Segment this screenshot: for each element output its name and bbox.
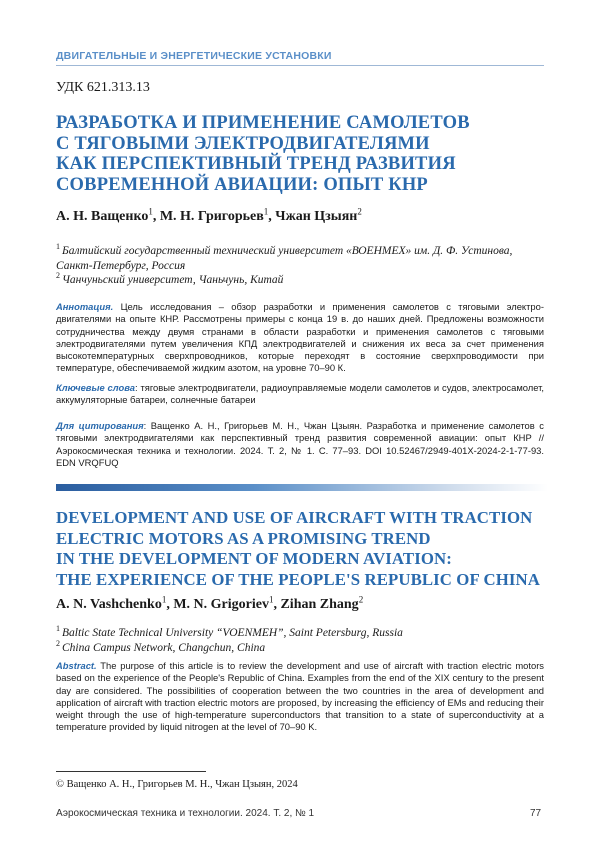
affiliation-number: 1: [56, 242, 60, 252]
author-name: A. N. Vashchenko: [56, 597, 162, 612]
affiliation-text: Балтийский государственный технический университет «ВОЕНМЕХ» им. Д. Ф. Устинова, Санкт-Петербург, Россия: [56, 245, 513, 272]
keywords-text: : тяговые электродвигатели, радиоуправляемые модели самолетов и судов, электросамолет, аккумуляторные батареи, солнечные батареи: [56, 382, 545, 406]
abstract-en: [56, 660, 544, 734]
authors-en: [56, 594, 364, 613]
abstract-ru: [56, 301, 544, 375]
affiliation-text: Чанчуньский университет, Чаньчунь, Китай: [62, 274, 284, 286]
copyright-notice: © Ващенко А. Н., Григорьев М. Н., Чжан Цзыян, 2024: [56, 779, 298, 790]
author-separator: ,: [273, 597, 281, 612]
citation-ru: [56, 420, 544, 469]
author-separator: ,: [268, 209, 276, 224]
journal-footer: Аэрокосмическая техника и технологии. 2024. Т. 2, № 1: [56, 808, 315, 819]
udk-code: УДК 621.313.13: [56, 80, 150, 95]
citation-label: Для цитирования: [56, 420, 144, 431]
affiliation-number: 1: [56, 624, 60, 634]
affiliation: [56, 273, 546, 288]
author-affiliation-mark: 1: [263, 206, 269, 217]
affiliation: [56, 244, 546, 273]
author-name: Zihan Zhang: [280, 597, 359, 612]
title-ru-line: РАЗРАБОТКА И ПРИМЕНЕНИЕ САМОЛЕТОВ: [56, 113, 470, 133]
title-ru-line: СОВРЕМЕННОЙ АВИАЦИИ: ОПЫТ КНР: [56, 174, 428, 195]
affiliation-number: 2: [56, 638, 60, 648]
section-label: ДВИГАТЕЛЬНЫЕ И ЭНЕРГЕТИЧЕСКИЕ УСТАНОВКИ: [56, 50, 332, 62]
section-divider: [56, 65, 544, 66]
affiliations-ru: [56, 244, 546, 288]
author-name: Чжан Цзыян: [275, 209, 358, 224]
title-en-line: THE EXPERIENCE OF THE PEOPLE'S REPUBLIC OF CHINA: [56, 569, 540, 589]
author-affiliation-mark: 1: [268, 594, 274, 605]
citation-text: : Ващенко А. Н., Григорьев М. Н., Чжан Цзыян. Разработка и применение самолетов с тяговыми электродвигателями как перспективный тренд развития современной авиации: опыт КНР // Аэрокосмическая техника и технологии. 2024. Т. 2, № 1. С. 77–93. DOI 10.52467/2949-401X-2024-2-1-77-93. EDN VRQFUQ: [56, 420, 544, 468]
abstract-text: Цель исследования – обзор разработки и применения самолетов с тяговыми электродвигателями на опыте КНР. Рассмотрены примеры с конца 19 в. до наших дней. Предложены возможности сотрудничества между двумя странами в области разработки и применения самолетов с тяговыми электродвигателями путем увеличения КПД электродвигателей и снижения их веса за счет применения высокотемпературных сверхпроводников, которые переходят в состояние сверхпроводимости при температуре, обеспечиваемой жидким азотом, на уровне 70–90 К.: [56, 301, 544, 374]
keywords-label: Ключевые слова: [56, 382, 135, 393]
title-ru: [56, 113, 546, 195]
author-affiliation-mark: 1: [161, 594, 167, 605]
abstract-text: The purpose of this article is to review the development and use of aircraft with traction electric motors based on the experience of the People's Republic of China. Examples from the end of the XIX century to the present day are considered. The possibilities of cooperation between the two countries in the area of development and application of aircraft with traction electric motors are proposed, by increasing the efficiency of EMs and reducing their weight through the use of high-temperature superconductors that transition to a state of superconductivity at a temperature provided by liquid nitrogen at the level of 70–90 K.: [56, 660, 544, 733]
keywords-ru: [56, 382, 544, 407]
author-separator: ,: [152, 209, 160, 224]
title-en: [56, 508, 546, 590]
author-affiliation-mark: 2: [357, 206, 362, 217]
abstract-label: Abstract.: [56, 660, 97, 671]
title-en-line: IN THE DEVELOPMENT OF MODERN AVIATION:: [56, 549, 452, 568]
author-name: M. N. Grigoriev: [173, 597, 269, 612]
author-name: А. Н. Ващенко: [56, 209, 149, 224]
affiliation-number: 2: [56, 271, 60, 281]
title-en-line: DEVELOPMENT AND USE OF AIRCRAFT WITH TRACTION: [56, 508, 533, 527]
author-affiliation-mark: 2: [358, 594, 364, 605]
author-affiliation-mark: 1: [148, 206, 153, 217]
affiliation-text: Baltic State Technical University “VOENMEH”, Saint Petersburg, Russia: [62, 627, 403, 639]
affiliation: [56, 626, 546, 641]
title-ru-line: С ТЯГОВЫМИ ЭЛЕКТРОДВИГАТЕЛЯМИ: [56, 133, 430, 154]
title-en-line: ELECTRIC MOTORS AS A PROMISING TREND: [56, 528, 431, 548]
gradient-divider: [56, 484, 548, 491]
affiliation-text: China Campus Network, Changchun, China: [62, 641, 266, 654]
author-separator: ,: [166, 597, 174, 612]
abstract-label: Аннотация.: [56, 301, 114, 312]
author-name: М. Н. Григорьев: [159, 209, 264, 224]
footnote-rule: [56, 771, 206, 772]
authors-ru: [56, 206, 362, 225]
page-number: 77: [530, 808, 542, 819]
title-ru-line: КАК ПЕРСПЕКТИВНЫЙ ТРЕНД РАЗВИТИЯ: [56, 154, 456, 174]
affiliations-en: [56, 626, 546, 655]
affiliation: [56, 638, 546, 656]
